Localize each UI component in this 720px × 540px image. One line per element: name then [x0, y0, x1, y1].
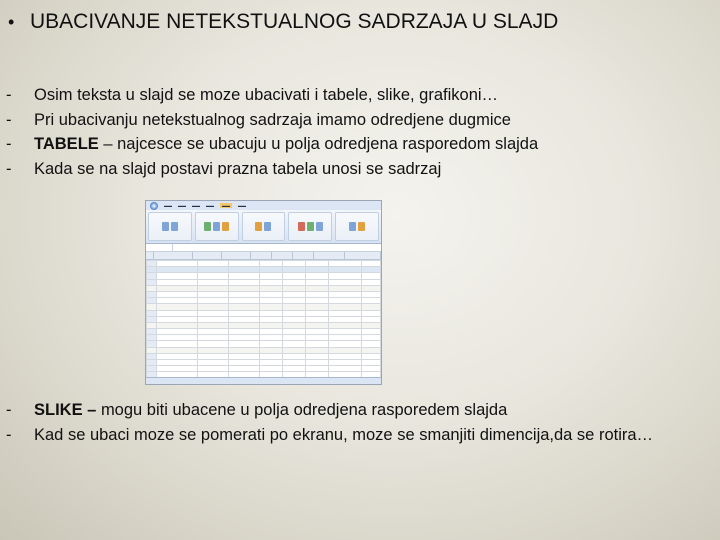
- list-item: [6, 108, 538, 133]
- list-item: [6, 157, 538, 182]
- list-item: [6, 83, 538, 108]
- bullet-list-top: [6, 83, 538, 181]
- list-item: [6, 398, 653, 423]
- formula-bar: [146, 244, 381, 252]
- table-row: [147, 384, 381, 385]
- name-box: [146, 244, 173, 251]
- table-cell: [260, 384, 283, 385]
- ribbon-button-icon: [307, 222, 314, 231]
- ribbon-tab: ▬▬: [192, 203, 200, 208]
- ribbon-tab: ▬▬: [164, 203, 172, 208]
- row-number-cell: [147, 384, 157, 385]
- dash-bullet: -: [6, 110, 12, 129]
- table-cell: [283, 384, 306, 385]
- ribbon-button-icon: [162, 222, 169, 231]
- ribbon-tabs: [146, 201, 381, 210]
- table-cell: [157, 384, 198, 385]
- dash-bullet: -: [6, 401, 12, 419]
- bullet-list-bottom: [6, 398, 653, 447]
- list-item-text: Kad se ubaci moze se pomerati po ekranu, moze se smanjiti dimencija,da se rotira…: [34, 425, 654, 444]
- ribbon-button-icon: [222, 222, 229, 231]
- slide-title: [8, 10, 558, 34]
- ribbon-button-icon: [213, 222, 220, 231]
- office-orb-icon: [150, 202, 158, 210]
- table-cell: [306, 384, 329, 385]
- list-item-text: mogu biti ubacene u polja odredjena rasporedem slajda: [100, 401, 508, 419]
- dash-bullet: -: [6, 86, 12, 104]
- column-headers: [146, 252, 381, 260]
- ribbon-button-icon: [349, 222, 356, 231]
- ribbon-button-icon: [255, 222, 262, 231]
- ribbon-tab: ▬▬: [238, 203, 246, 208]
- title-bullet: •: [8, 12, 15, 32]
- ribbon-button-icon: [316, 222, 323, 231]
- ribbon-group: [335, 212, 379, 241]
- ribbon-group: [148, 212, 192, 241]
- dash-bullet: -: [6, 159, 12, 178]
- dash-bullet: -: [6, 135, 12, 153]
- list-item: [6, 132, 538, 157]
- ribbon-button-icon: [358, 222, 365, 231]
- table-cell: [198, 384, 229, 385]
- spreadsheet-screenshot-image: [145, 200, 382, 385]
- ribbon-tab: ▬▬: [178, 203, 186, 208]
- list-item-text: Osim teksta u slajd se moze ubacivati i tabele, slike, grafikoni…: [34, 86, 499, 104]
- table-cell: [362, 384, 381, 385]
- ribbon-button-icon: [264, 222, 271, 231]
- ribbon-button-icon: [171, 222, 178, 231]
- table-cell: [229, 384, 260, 385]
- ribbon-group: [195, 212, 239, 241]
- list-item-text: Pri ubacivanju netekstualnog sadrzaja imamo odredjene dugmice: [34, 110, 511, 129]
- ribbon-toolbar: [146, 210, 381, 244]
- ribbon-button-icon: [298, 222, 305, 231]
- dash-bullet: -: [6, 425, 12, 444]
- sheet-tabs-bar: [146, 377, 381, 384]
- list-item-bold: SLIKE –: [34, 401, 101, 419]
- list-item-text: Kada se na slajd postavi prazna tabela unosi se sadrzaj: [34, 159, 442, 178]
- ribbon-tab-active: ▬▬: [222, 203, 230, 208]
- ribbon-tab: ▬▬: [206, 203, 214, 208]
- list-item: [6, 423, 653, 448]
- ribbon-button-icon: [204, 222, 211, 231]
- list-item-bold: TABELE: [34, 135, 99, 153]
- list-item-text: – najcesce se ubacuju u polja odredjena rasporedom slajda: [98, 135, 539, 153]
- ribbon-group: [242, 212, 286, 241]
- table-cell: [329, 384, 362, 385]
- spreadsheet-grid: [146, 260, 381, 385]
- ribbon-group: [288, 212, 332, 241]
- title-text: UBACIVANJE NETEKSTUALNOG SADRZAJA U SLAJD: [30, 10, 559, 33]
